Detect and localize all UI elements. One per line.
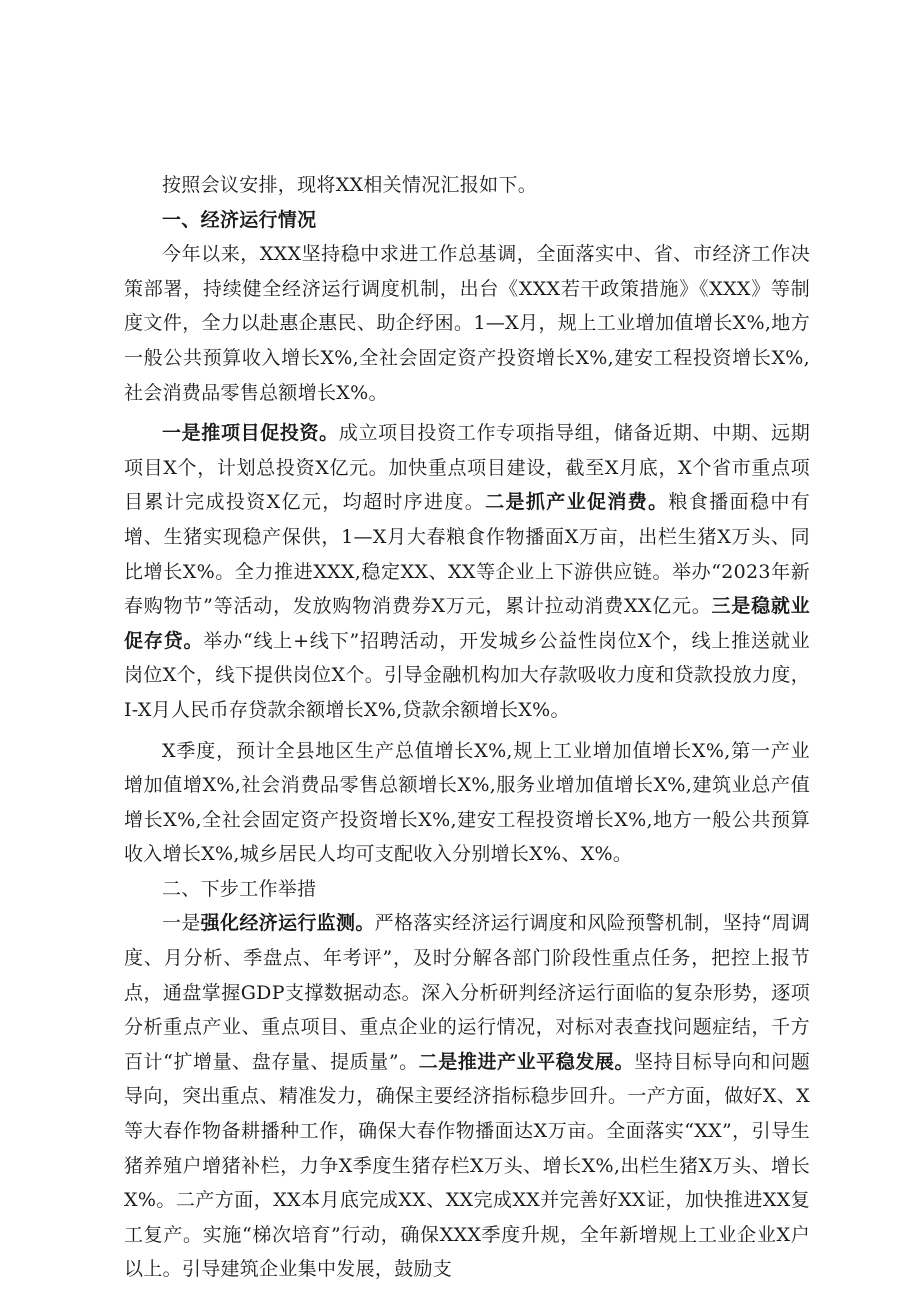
section-heading-economic-operation: 一、经济运行情况 [162, 208, 317, 231]
bold-lead-monitoring: 强化经济运行监测。 [200, 912, 375, 935]
text-consumption: 粮食播面稳中有增、生猪实现稳产保供，1—X月大春粮食作物播面X万亩，出栏生猪X万头、同比增长X%。全力推进XXX,稳定XX、XX等企业上下游供应链。举办“2023年新春购物节”等活动，发放购物消费券X万元，累计拉动消费XX亿元。 [124, 491, 810, 618]
section-heading-next-steps: 二、下步工作举措 [162, 877, 317, 900]
paragraph-overview: 今年以来，XXX坚持稳中求进工作总基调，全面落实中、省、市经济工作决策部署，持续健全经济运行调度机制，出台《XXX若干政策措施》《XXX》等制度文件，全力以赴惠企惠民、助企纾困。1—X月，规上工业增加值增长X%,地方一般公共预算收入增长X%,全社会固定资产投资增长X%,建安工程投资增长X%,社会消费品零售总额增长X%。 [124, 243, 810, 404]
text-investment: 成立项目投资工作专项指导组，储备近期、中期、远期项目X个，计划总投资X亿元。加快重点项目建设，截至X月底，X个省市重点项目累计完成投资X亿元，均超时序进度。 [124, 422, 811, 514]
intro-paragraph: 按照会议安排，现将XX相关情况汇报如下。 [162, 174, 538, 196]
text-employment: 举办“线上+线下”招聘活动，开发城乡公益性岗位X个，线上推送就业岗位X个，线下提供岗位X个。引导金融机构加大存款吸收力度和贷款投放力度，I-X月人民币存贷款余额增长X%,贷款余额增长X%。 [124, 629, 810, 721]
paragraph-next-steps [124, 906, 810, 1287]
paragraph-measures [124, 416, 810, 727]
bold-lead-investment: 一是推项目促投资。 [162, 422, 339, 445]
paragraph-quarter-forecast: X季度，预计全县地区生产总值增长X%,规上工业增加值增长X%,第一产业增加值增X%,社会消费品零售总额增长X%,服务业增加值增长X%,建筑业总产值增长X%,全社会固定资产投资增长X%,建安工程投资增长X%,地方一般公共预算收入增长X%,城乡居民人均可支配收入分别增长X%、X%。 [124, 739, 810, 866]
text-monitoring: 严格落实经济运行调度和风险预警机制，坚持“周调度、月分析、季盘点、年考评”，及时分解各部门阶段性重点任务，把控上报节点，通盘掌握GDP支撑数据动态。深入分析研判经济运行面临的复杂形势，逐项分析重点产业、重点项目、重点企业的运行情况，对标对表查找问题症结，千方百计“扩增量、盘存量、提质量”。 [124, 912, 810, 1073]
document-body [124, 168, 810, 1287]
bold-lead-industry: 二是推进产业平稳发展。 [418, 1050, 635, 1073]
bold-lead-employment: 三是稳就业促存贷。 [124, 595, 810, 652]
text-industry: 坚持目标导向和问题导向，突出重点、精准发力，确保主要经济指标稳步回升。一产方面，做好X、X等大春作物备耕播种工作，确保大春作物播面达X万亩。全面落实“XX”，引导生猪养殖户增猪补栏，力争X季度生猪存栏X万头、增长X%,出栏生猪X万头、增长X%。二产方面，XX本月底完成XX、XX完成XX并完善好XX证，加快推进XX复工复产。实施“梯次培育”行动，确保XXX季度升规，全年新增规上工业企业X户以上。引导建筑企业集中发展，鼓励支 [124, 1050, 810, 1281]
text-prefix-one: 一是 [162, 912, 201, 935]
bold-lead-consumption: 二是抓产业促消费。 [485, 491, 669, 514]
